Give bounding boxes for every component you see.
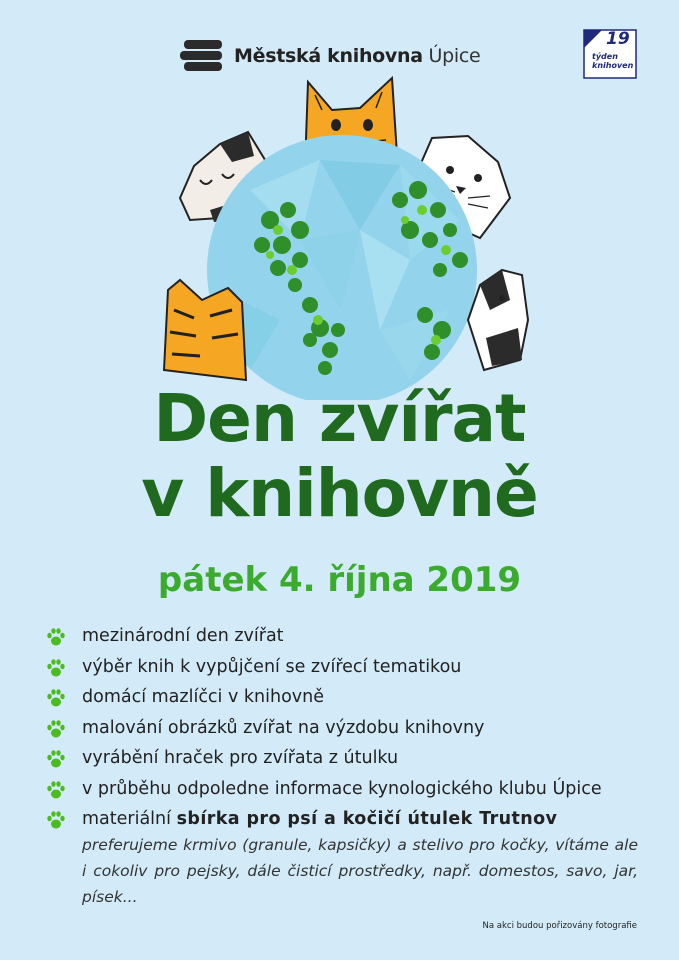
library-name [234, 45, 480, 67]
event-title-line1: Den zvířat [153, 380, 526, 457]
paw-icon [46, 810, 66, 830]
program-item-text: výběr knih k vypůjčení se zvířecí tematikou [82, 656, 462, 677]
list-item [46, 686, 646, 717]
program-item-text: domácí mazlíčci v knihovně [82, 687, 325, 707]
program-item-text: malování obrázků zvířat na výzdobu knihovny [82, 717, 485, 738]
program-item-text: vyrábění hraček pro zvířata z útulku [82, 748, 399, 768]
library-city: Úpice [428, 45, 481, 67]
list-item [46, 778, 646, 809]
week-of-libraries-badge [582, 28, 638, 80]
paw-icon [46, 719, 66, 739]
paw-icon [46, 749, 66, 769]
collection-prefix: materiální [82, 809, 171, 829]
list-item [46, 625, 646, 656]
list-item [46, 656, 646, 687]
paw-icon [46, 688, 66, 708]
program-item-text: v průběhu odpoledne informace kynologického klubu Úpice [82, 778, 602, 799]
badge-line2: knihoven [592, 61, 634, 70]
library-name-bold: Městská knihovna [234, 45, 423, 67]
paw-icon [46, 780, 66, 800]
black-white-dog-icon [468, 270, 528, 370]
collection-note: preferujeme krmivo (granule, kapsičky) a stelivo pro kočky, vítáme ale i cokoliv pro pejsky, dále čisticí prostředky, např. domestos, savo, jar, písek... [82, 836, 638, 906]
event-date: pátek 4. října 2019 [157, 560, 522, 600]
list-item [46, 717, 646, 748]
paw-icon [46, 627, 66, 647]
event-title-line2: v knihovně [141, 455, 538, 532]
globe-animals-illustration [150, 70, 530, 400]
paw-icon [46, 658, 66, 678]
program-item-text: mezinárodní den zvířat [82, 626, 284, 646]
program-list [46, 625, 646, 839]
photo-notice: Na akci budou pořizovány fotografie [482, 921, 637, 931]
badge-text [592, 52, 633, 70]
globe-icon [207, 135, 477, 400]
collection-highlight: sbírka pro psí a kočičí útulek Trutnov [176, 809, 558, 829]
badge-line1: týden [592, 52, 618, 61]
tabby-cat-icon [164, 280, 246, 380]
badge-number: 19 [606, 29, 630, 49]
list-item [46, 747, 646, 778]
